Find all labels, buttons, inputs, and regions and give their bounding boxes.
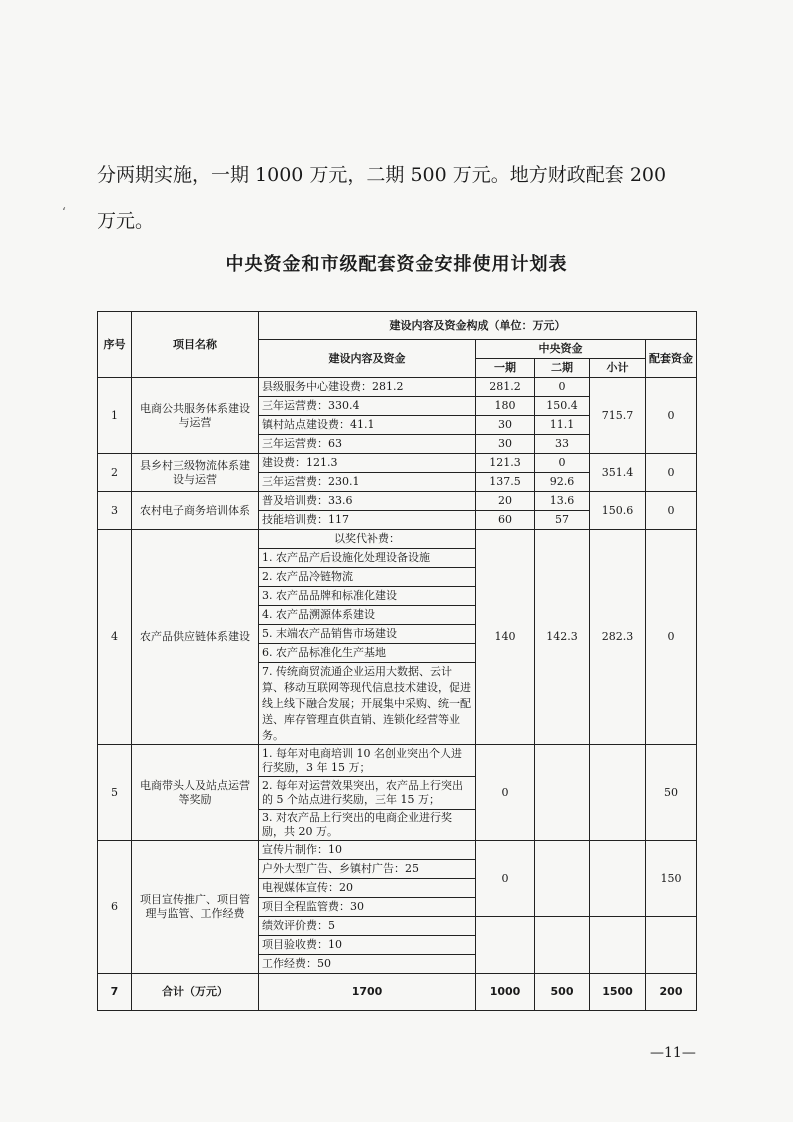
row-content: 1. 农产品产后设施化处理设备设施 — [259, 549, 476, 568]
row-matching: 0 — [646, 492, 697, 530]
table-row — [98, 378, 697, 397]
header-group: 建设内容及资金构成（单位：万元） — [259, 312, 697, 340]
total-subtotal: 1500 — [590, 974, 646, 1011]
row-subtotal — [590, 745, 646, 841]
total-phase2: 500 — [535, 974, 590, 1011]
row-subtotal: 351.4 — [590, 454, 646, 492]
row-content: 普及培训费：33.6 — [259, 492, 476, 511]
row-content: 户外大型广告、乡镇村广告：25 — [259, 860, 476, 879]
row-matching: 0 — [646, 454, 697, 492]
row-seq: 3 — [98, 492, 132, 530]
row-subtotal: 150.6 — [590, 492, 646, 530]
table-row — [98, 745, 697, 777]
row-subtotal-empty — [590, 917, 646, 974]
row-matching: 0 — [646, 530, 697, 745]
row-phase1: 137.5 — [476, 473, 535, 492]
row-seq: 2 — [98, 454, 132, 492]
row-content: 1. 每年对电商培训 10 名创业突出个人进行奖励，3 年 15 万； — [259, 745, 476, 777]
header-content: 建设内容及资金 — [259, 340, 476, 378]
row-content: 4. 农产品溯源体系建设 — [259, 606, 476, 625]
total-seq: 7 — [98, 974, 132, 1011]
row-phase1-empty — [476, 917, 535, 974]
row-content: 电视媒体宣传：20 — [259, 879, 476, 898]
row-content: 6. 农产品标准化生产基地 — [259, 644, 476, 663]
row-content: 3. 对农产品上行突出的电商企业进行奖励，共 20 万。 — [259, 810, 476, 841]
row-content: 三年运营费：230.1 — [259, 473, 476, 492]
row-phase1: 0 — [476, 841, 535, 917]
row-content: 项目全程监管费：30 — [259, 898, 476, 917]
total-content: 1700 — [259, 974, 476, 1011]
row-phase1: 121.3 — [476, 454, 535, 473]
row-name: 农产品供应链体系建设 — [132, 530, 259, 745]
row-phase1: 30 — [476, 435, 535, 454]
scan-mark: ‘ — [62, 205, 66, 219]
row-phase1: 60 — [476, 511, 535, 530]
header-phase2: 二期 — [535, 359, 590, 378]
row-subtotal: 715.7 — [590, 378, 646, 454]
table-title: 中央资金和市级配套资金安排使用计划表 — [225, 254, 568, 275]
header-phase1: 一期 — [476, 359, 535, 378]
row-content: 技能培训费：117 — [259, 511, 476, 530]
header-seq: 序号 — [98, 312, 132, 378]
row-phase2: 11.1 — [535, 416, 590, 435]
row-matching-empty — [646, 917, 697, 974]
row-content: 县级服务中心建设费：281.2 — [259, 378, 476, 397]
row-seq: 6 — [98, 841, 132, 974]
row-content: 宣传片制作：10 — [259, 841, 476, 860]
row-matching: 150 — [646, 841, 697, 917]
table-row — [98, 454, 697, 473]
row-content: 2. 农产品冷链物流 — [259, 568, 476, 587]
row-phase2: 33 — [535, 435, 590, 454]
row-content: 7. 传统商贸流通企业运用大数据、云计算、移动互联网等现代信息技术建设，促进线上线下融合发展；开展集中采购、统一配送、库存管理直供直销、连锁化经营等业务。 — [259, 663, 476, 745]
total-matching: 200 — [646, 974, 697, 1011]
row-subtotal — [590, 841, 646, 917]
row-content: 工作经费：50 — [259, 955, 476, 974]
row-name: 电商带头人及站点运营等奖励 — [132, 745, 259, 841]
intro-line-1: 分两期实施，一期 1000 万元，二期 500 万元。地方财政配套 200 — [97, 164, 667, 186]
row-phase1: 140 — [476, 530, 535, 745]
row-phase1: 281.2 — [476, 378, 535, 397]
page-number: —11— — [650, 1045, 696, 1061]
row-subtotal: 282.3 — [590, 530, 646, 745]
row-content: 三年运营费：330.4 — [259, 397, 476, 416]
total-label: 合计（万元） — [132, 974, 259, 1011]
header-matching: 配套资金 — [646, 340, 697, 378]
row-content: 5. 末端农产品销售市场建设 — [259, 625, 476, 644]
row-content: 镇村站点建设费：41.1 — [259, 416, 476, 435]
funding-plan-table — [97, 311, 697, 1011]
row-name: 电商公共服务体系建设与运营 — [132, 378, 259, 454]
row-content: 绩效评价费：5 — [259, 917, 476, 936]
row-content: 项目验收费：10 — [259, 936, 476, 955]
row-seq: 5 — [98, 745, 132, 841]
row-content: 2. 每年对运营效果突出，农产品上行突出的 5 个站点进行奖励，三年 15 万； — [259, 777, 476, 810]
table-row — [98, 841, 697, 860]
row-content: 以奖代补费： — [259, 530, 476, 549]
row-phase1: 180 — [476, 397, 535, 416]
intro-line-2: 万元。 — [97, 210, 155, 232]
row-phase2: 13.6 — [535, 492, 590, 511]
row-name: 县乡村三级物流体系建设与运营 — [132, 454, 259, 492]
row-phase2: 150.4 — [535, 397, 590, 416]
row-seq: 1 — [98, 378, 132, 454]
header-name: 项目名称 — [132, 312, 259, 378]
header-subtotal: 小计 — [590, 359, 646, 378]
intro-paragraph — [97, 152, 697, 244]
row-phase2: 0 — [535, 454, 590, 473]
row-matching: 50 — [646, 745, 697, 841]
header-central: 中央资金 — [476, 340, 646, 359]
row-phase2 — [535, 745, 590, 841]
row-phase2: 57 — [535, 511, 590, 530]
row-name: 农村电子商务培训体系 — [132, 492, 259, 530]
row-phase2: 142.3 — [535, 530, 590, 745]
row-content: 三年运营费：63 — [259, 435, 476, 454]
table-row — [98, 530, 697, 549]
row-phase2: 0 — [535, 378, 590, 397]
row-name: 项目宣传推广、项目管理与监管、工作经费 — [132, 841, 259, 974]
row-phase2: 92.6 — [535, 473, 590, 492]
total-row — [98, 974, 697, 1011]
row-phase1: 20 — [476, 492, 535, 511]
row-phase1: 30 — [476, 416, 535, 435]
row-phase1: 0 — [476, 745, 535, 841]
row-content: 建设费：121.3 — [259, 454, 476, 473]
total-phase1: 1000 — [476, 974, 535, 1011]
row-phase2-empty — [535, 917, 590, 974]
row-content: 3. 农产品品牌和标准化建设 — [259, 587, 476, 606]
header-row-1 — [98, 312, 697, 340]
row-phase2 — [535, 841, 590, 917]
row-seq: 4 — [98, 530, 132, 745]
row-matching: 0 — [646, 378, 697, 454]
table-row — [98, 492, 697, 511]
